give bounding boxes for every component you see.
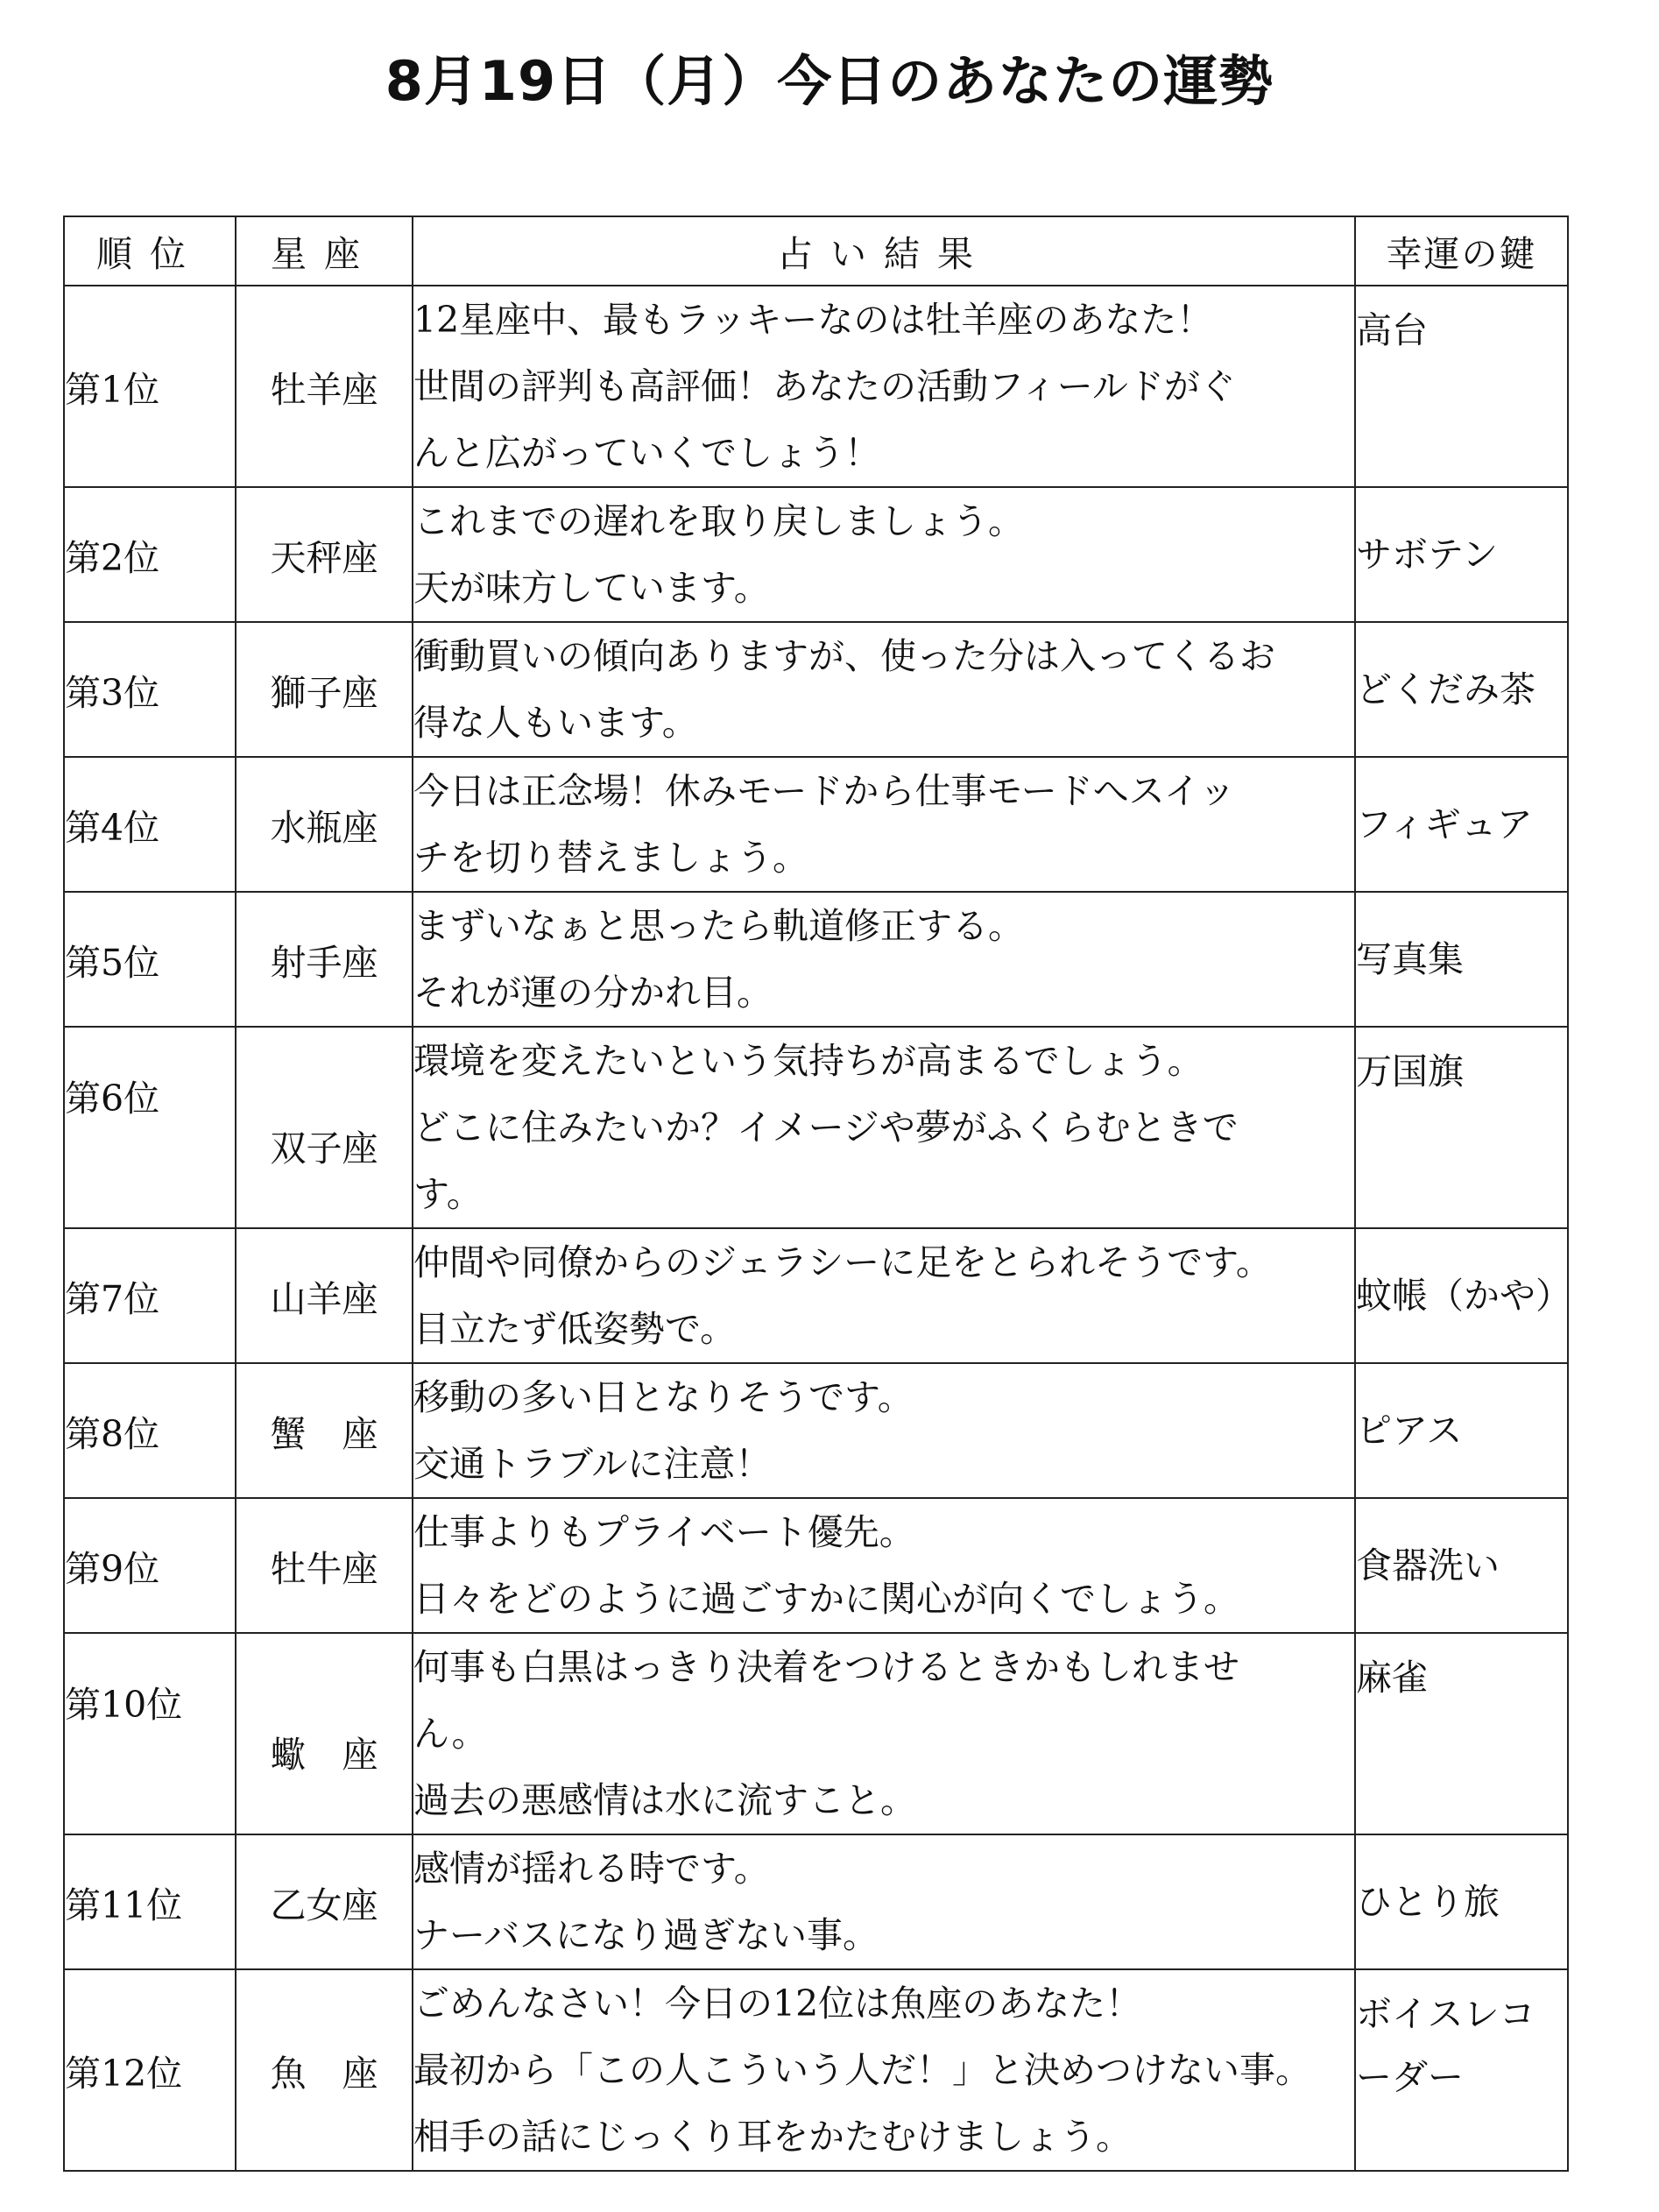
result-cell [413, 1834, 1355, 1969]
fortune-table [63, 216, 1569, 2172]
table-row [64, 1498, 1568, 1633]
table-row [64, 1363, 1568, 1498]
sign-cell: 天秤座 [236, 487, 413, 622]
result-line: 過去の悪感情は水に流すこと。 [413, 1779, 916, 1821]
table-row [64, 1633, 1568, 1834]
result-line: 環境を変えたいという気持ちが高まるでしょう。 [413, 1040, 1204, 1082]
rank-cell: 第2位 [64, 487, 236, 622]
table-row [64, 757, 1568, 892]
sign-cell: 乙女座 [236, 1834, 413, 1969]
result-line: す。 [413, 1173, 483, 1215]
rank-cell: 第8位 [64, 1363, 236, 1498]
result-cell [413, 1633, 1355, 1834]
sign-cell: 蟹 座 [236, 1363, 413, 1498]
rank-cell: 第4位 [64, 757, 236, 892]
lucky-key-cell: ボイスレコーダー [1355, 1969, 1568, 2171]
header-sign: 星座 [236, 216, 413, 286]
rank-cell: 第11位 [64, 1834, 236, 1969]
sign-cell: 牡羊座 [236, 286, 413, 487]
result-cell [413, 286, 1355, 487]
result-line: 12星座中、最もラッキーなのは牡羊座のあなた！ [413, 299, 1213, 341]
fortune-rows [64, 286, 1571, 2171]
result-cell [413, 892, 1355, 1027]
rank-cell: 第9位 [64, 1498, 236, 1633]
sign-cell: 牡牛座 [236, 1498, 413, 1633]
result-line: 交通トラブルに注意！ [413, 1443, 772, 1485]
result-line: 移動の多い日となりそうです。 [413, 1376, 914, 1418]
lucky-key-cell: サボテン [1355, 487, 1568, 622]
result-cell [413, 757, 1355, 892]
rank-cell: 第5位 [64, 892, 236, 1027]
lucky-key-cell: 写真集 [1355, 892, 1568, 1027]
result-cell [413, 1027, 1355, 1228]
result-line: 相手の話にじっくり耳をかたむけましょう。 [413, 2116, 1132, 2158]
sign-cell: 獅子座 [236, 622, 413, 757]
result-line: 感情が揺れる時です。 [413, 1848, 770, 1890]
result-line: 日々をどのように過ごすかに関心が向くでしょう。 [413, 1578, 1239, 1620]
sign-cell: 蠍 座 [236, 1633, 413, 1834]
result-line: 仲間や同僚からのジェラシーに足をとられそうです。 [413, 1241, 1272, 1283]
result-line: ごめんなさい！今日の12位は魚座のあなた！ [413, 1982, 1142, 2025]
rank-cell: 第6位 [64, 1027, 236, 1228]
table-row [64, 892, 1568, 1027]
rank-cell: 第3位 [64, 622, 236, 757]
result-line: これまでの遅れを取り戻しましょう。 [413, 500, 1024, 542]
result-cell [413, 1969, 1355, 2171]
result-line: 何事も白黒はっきり決着をつけるときかもしれませ [413, 1646, 1239, 1688]
table-row [64, 487, 1568, 622]
result-line: 世間の評判も高評価！あなたの活動フィールドがぐ [413, 365, 1236, 407]
page-title: 8月19日（月）今日のあなたの運勢 [385, 49, 1274, 113]
table-row [64, 1228, 1568, 1363]
table-row [64, 622, 1568, 757]
sign-cell: 山羊座 [236, 1228, 413, 1363]
lucky-key-cell: 万国旗 [1355, 1027, 1568, 1228]
result-line: まずいなぁと思ったら軌道修正する。 [413, 905, 1024, 947]
table-row [64, 1834, 1568, 1969]
lucky-key-cell: ひとり旅 [1355, 1834, 1568, 1969]
result-line: ん。 [413, 1713, 488, 1755]
table-row [64, 286, 1568, 487]
rank-cell: 第10位 [64, 1633, 236, 1834]
result-line: 今日は正念場！休みモードから仕事モードへスイッ [413, 770, 1236, 812]
result-line: 目立たず低姿勢で。 [413, 1308, 737, 1350]
lucky-key-cell: 麻雀 [1355, 1633, 1568, 1834]
lucky-key-cell: 蚊帳（かや） [1355, 1228, 1568, 1363]
result-line: んと広がっていくでしょう！ [413, 432, 880, 474]
sign-cell: 双子座 [236, 1027, 413, 1228]
result-line: 仕事よりもプライベート優先。 [413, 1511, 915, 1553]
sign-cell: 水瓶座 [236, 757, 413, 892]
sign-cell: 射手座 [236, 892, 413, 1027]
sign-cell: 魚 座 [236, 1969, 413, 2171]
result-cell [413, 1363, 1355, 1498]
result-cell [413, 1498, 1355, 1633]
rank-cell: 第7位 [64, 1228, 236, 1363]
header-key: 幸運の鍵 [1355, 216, 1568, 286]
lucky-key-cell: ピアス [1355, 1363, 1568, 1498]
result-line: ナーバスになり過ぎない事。 [413, 1914, 879, 1956]
table-row [64, 1969, 1568, 2171]
rank-cell: 第1位 [64, 286, 236, 487]
result-line: それが運の分かれ目。 [413, 972, 773, 1014]
lucky-key-cell: 食器洗い [1355, 1498, 1568, 1633]
result-line: どこに住みたいか？イメージや夢がふくらむときで [413, 1106, 1239, 1148]
lucky-key-cell: 高台 [1355, 286, 1568, 487]
result-line: 最初から「この人こういう人だ！」と決めつけない事。 [413, 2049, 1311, 2091]
header-result: 占い結果 [413, 216, 1355, 286]
rank-cell: 第12位 [64, 1969, 236, 2171]
lucky-key-cell: どくだみ茶 [1355, 622, 1568, 757]
result-cell [413, 487, 1355, 622]
header-row [64, 216, 1568, 286]
result-line: チを切り替えましょう。 [413, 837, 808, 879]
header-rank: 順位 [64, 216, 236, 286]
lucky-key-cell: フィギュア [1355, 757, 1568, 892]
result-cell [413, 622, 1355, 757]
result-line: 天が味方しています。 [413, 567, 770, 609]
result-line: 衝動買いの傾向ありますが、使った分は入ってくるお [413, 635, 1275, 677]
result-line: 得な人もいます。 [413, 702, 698, 744]
table-row [64, 1027, 1568, 1228]
result-cell [413, 1228, 1355, 1363]
